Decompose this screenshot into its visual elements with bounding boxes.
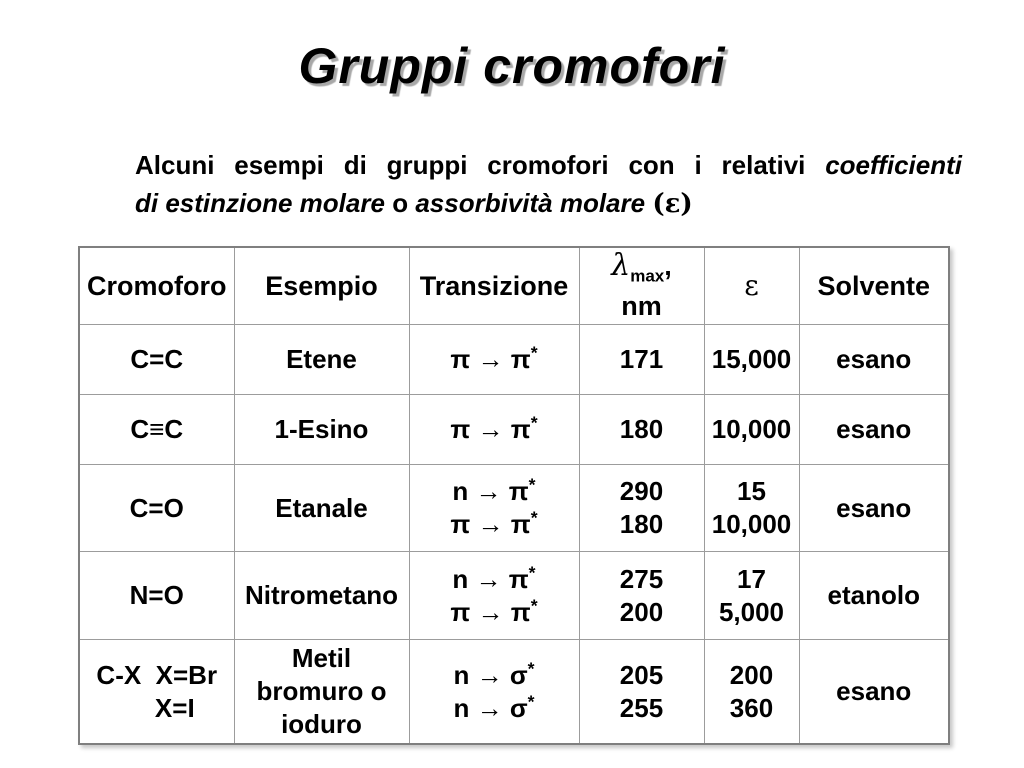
cell-cromoforo: N=O [79,552,234,640]
cell-lambda: 275 200 [579,552,704,640]
lambda-subscript: max [630,266,665,286]
cell-lambda: 205 255 [579,640,704,745]
table-header-row [79,247,949,325]
lambda-icon: λ [611,248,631,283]
slide-title: Gruppi cromofori [298,38,726,94]
table-row [79,640,949,745]
cell-epsilon: 15,000 [704,325,799,395]
cell-solvente: esano [799,325,949,395]
cell-epsilon: 200 360 [704,640,799,745]
table-row [79,552,949,640]
cell-transizione: n → π* π → π* [409,465,579,552]
cell-epsilon: 15 10,000 [704,465,799,552]
intro-text-regular: Alcuni esempi di gruppi cromofori con i relativi [135,150,806,180]
cell-epsilon: 10,000 [704,395,799,465]
cell-esempio: Etanale [234,465,409,552]
intro-line-2 [135,184,962,223]
cell-solvente: etanolo [799,552,949,640]
header-esempio: Esempio [234,247,409,325]
cell-transizione: π → π* [409,325,579,395]
cell-transizione: n → π* π → π* [409,552,579,640]
cell-cromoforo: C-X X=Br X=I [79,640,234,745]
header-transizione: Transizione [409,247,579,325]
cell-lambda: 171 [579,325,704,395]
cell-transizione: n → σ* n → σ* [409,640,579,745]
cell-cromoforo: C≡C [79,395,234,465]
header-solvente: Solvente [799,247,949,325]
intro-line-1 [135,146,962,184]
lambda-comma: , [664,251,672,281]
table-row [79,395,949,465]
table-row [79,465,949,552]
intro-text-italic: coefficienti [825,150,962,180]
intro-paragraph [135,146,962,223]
intro-conjunction: o [392,188,409,218]
cell-cromoforo: C=O [79,465,234,552]
cell-esempio: Nitrometano [234,552,409,640]
intro-term-assorbivita: assorbività molare [415,188,646,218]
table-row [79,325,949,395]
cell-esempio: 1-Esino [234,395,409,465]
cell-esempio: Metil bromuro o ioduro [234,640,409,745]
cell-esempio: Etene [234,325,409,395]
cell-epsilon: 17 5,000 [704,552,799,640]
header-cromoforo: Cromoforo [79,247,234,325]
header-lambda-max [579,247,704,325]
cell-lambda: 180 [579,395,704,465]
epsilon-icon: ε [744,269,759,303]
epsilon-symbol: (ε) [652,189,693,219]
lambda-unit: nm [621,291,662,322]
cell-solvente: esano [799,395,949,465]
header-epsilon [704,247,799,325]
cell-solvente: esano [799,640,949,745]
cell-lambda: 290 180 [579,465,704,552]
cell-solvente: esano [799,465,949,552]
intro-term-estinzione: di estinzione molare [135,188,385,218]
cell-cromoforo: C=C [79,325,234,395]
cell-transizione: π → π* [409,395,579,465]
chromophore-table [78,246,950,745]
